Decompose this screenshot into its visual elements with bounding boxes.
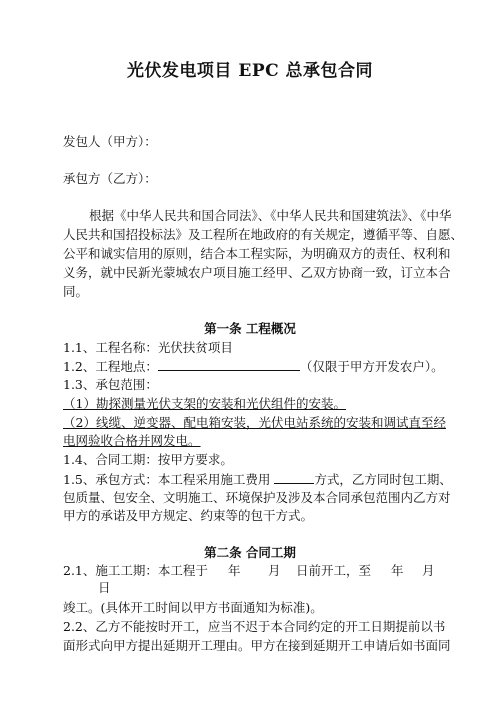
- article-2-line-4: 面形式向甲方提出延期开工理由。甲方在接到延期开工申请后如书面同: [63, 638, 451, 653]
- party-a-label: 发包人（甲方）：: [63, 134, 157, 149]
- preamble-line-2: 人民共和国招投标法》及工程所在地政府的有关规定，遵循平等、自愿、: [63, 227, 464, 242]
- article-2-heading: 第二条 合同工期: [204, 545, 296, 560]
- article-2-month-2: 月: [422, 563, 435, 578]
- article-1-line-1: 1.1、工程名称：光伏扶贫项目: [63, 340, 233, 355]
- article-1-line-5b: 电网验收合格并网发电。: [63, 433, 201, 448]
- article-2-month-1: 月: [268, 563, 281, 578]
- article-1-line-3: 1.3、承包范围：: [63, 377, 158, 392]
- article-1-line-7b: 包质量、包安全、文明施工、环境保护及涉及本合同承包范围内乙方对: [63, 490, 451, 505]
- location-blank: [158, 358, 300, 371]
- article-1-line-2-suffix: （仅限于甲方开发农户）。: [299, 359, 444, 374]
- article-1-heading: 第一条 工程概况: [204, 321, 296, 336]
- article-2-start-text: 日前开工，至: [296, 563, 372, 578]
- article-2-line-2: 竣工。(具体开工时间以甲方书面通知为标准)。: [63, 600, 323, 615]
- article-1-line-5a: （2）线缆、逆变器、配电箱安装，光伏电站系统的安装和调试直至经: [63, 415, 446, 430]
- article-1-line-7a-prefix: 1.5、承包方式：本工程采用施工费用: [63, 472, 275, 487]
- article-1-line-7c: 甲方的承诺及甲方规定、约束等的包干方式。: [63, 508, 314, 523]
- contract-type-blank: [274, 471, 314, 484]
- article-2-line-1a: 2.1、施工工期：本工程于: [63, 563, 208, 578]
- article-1-line-4: （1）勘探测量光伏支架的安装和光伏组件的安装。: [63, 396, 346, 411]
- article-1-line-7a: [63, 471, 452, 488]
- party-b-label: 承包方（乙方）：: [63, 171, 157, 186]
- preamble-line-5: 同。: [63, 284, 89, 299]
- document-title: 光伏发电项目 EPC 总承包合同: [126, 61, 374, 81]
- article-1-line-2: [63, 358, 444, 375]
- preamble-line-3: 公平和诚实信用的原则，结合本工程实际，为明确双方的责任、权利和: [63, 246, 451, 261]
- article-1-line-6: 1.4、合同工期：按甲方要求。: [63, 452, 233, 467]
- article-1-line-7a-suffix: 方式，乙方同时包工期、: [314, 472, 452, 487]
- article-2-line-3: 2.2、乙方不能按时开工，应当不迟于本合同约定的开工日期提前以书: [63, 619, 446, 634]
- article-2-year-1: 年: [228, 563, 241, 578]
- article-2-day-2: 日: [98, 580, 111, 595]
- article-2-year-2: 年: [391, 563, 404, 578]
- article-1-line-2-prefix: 1.2、工程地点：: [63, 359, 158, 374]
- preamble-line-4: 义务，就中民新光蒙城农户项目施工经甲、乙双方协商一致，订立本合: [63, 265, 451, 280]
- preamble-line-1: 根据《中华人民共和国合同法》、《中华人民共和国建筑法》、《中华: [89, 208, 452, 223]
